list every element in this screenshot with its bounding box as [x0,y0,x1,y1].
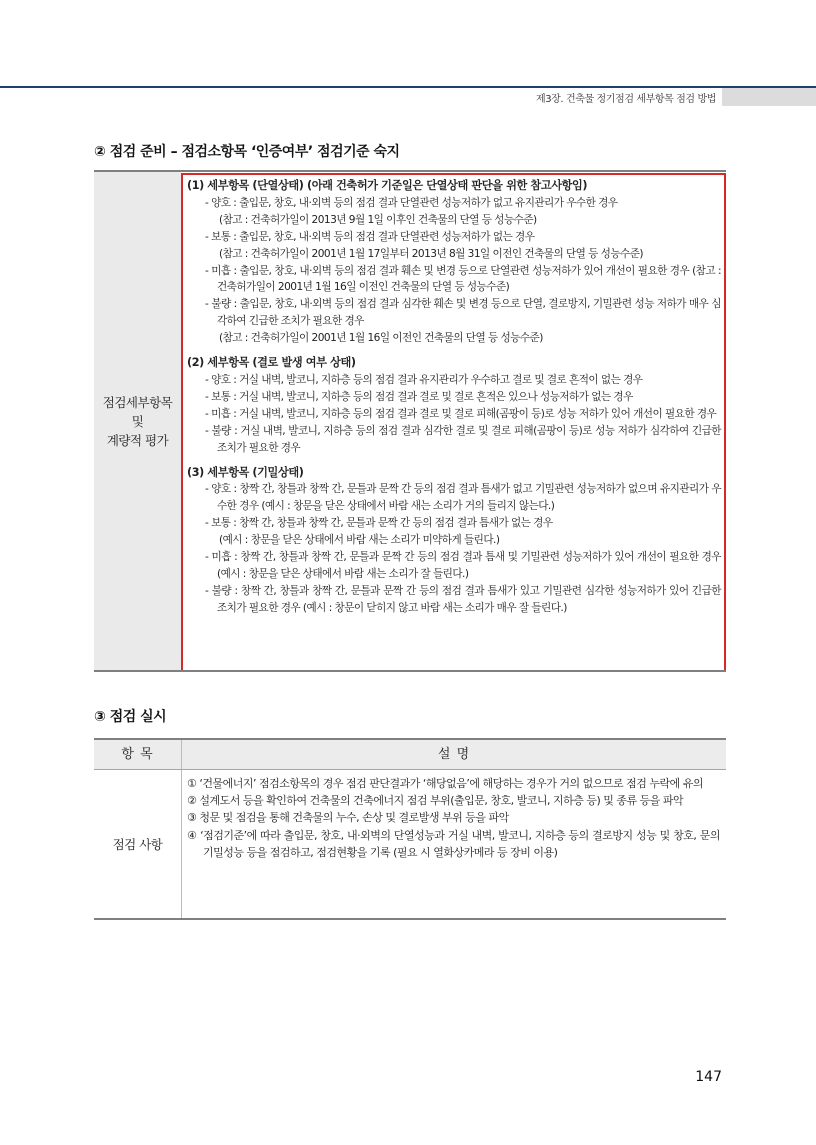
criteria-note: (참고 : 건축허가일이 2001년 1월 16일 이전인 건축물의 단열 등 성능수준) [219,332,543,345]
table1-top-rule [94,170,726,172]
criteria-note: (예시 : 창문을 닫은 상태에서 바람 새는 소리가 미약하게 들린다.) [219,534,500,547]
chapter-header: 제3장. 건축물 정기점검 세부항목 점검 방법 [535,94,716,105]
left-label-line: 및 [131,413,144,429]
criteria-item: - 양호 : 출입문, 창호, 내·외벽 등의 점검 결과 단열관련 성능저하가 없고 유지관리가 우수한 경우 [205,196,618,209]
criteria-group-heading: (3) 세부항목 (기밀상태) [187,465,304,479]
header-tab-bar [722,88,816,106]
criteria-item: - 불량 : 거실 내벽, 발코니, 지하층 등의 점검 결과 심각한 결로 및 결로 피해(곰팡이 등)로 성능 저하가 심각하여 긴급한 조치가 필요한 경우 [205,424,721,454]
criteria-group-heading: (2) 세부항목 (결로 발생 여부 상태) [187,356,356,370]
criteria-item: - 보통 : 창짝 간, 창틀과 창짝 간, 문틀과 문짝 간 등의 점검 결과 틈새가 없는 경우 [205,517,553,530]
page-number: 147 [695,1069,722,1085]
left-label-line: 계량적 평가 [106,432,169,448]
procedure-item: ① ‘건물에너지’ 점검소항목의 경우 점검 판단결과가 ‘해당없음’에 해당하는 경우가 거의 없으므로 점검 누락에 유의 [187,777,703,790]
section-title-preparation: ② 점검 준비 – 점검소항목 ‘인증여부’ 점검기준 숙지 [94,144,400,160]
table1-bottom-rule [94,670,726,672]
criteria-item: - 미흡 : 창짝 간, 창틀과 창짝 간, 문틀과 문짝 간 등의 점검 결과 틈새 및 기밀관련 성능저하가 있어 개선이 필요한 경우 (예시 : 창문을 닫은 상태에서 바람 새는 소리가 잘 들린다.) [205,551,721,580]
table1-left-label [94,172,181,670]
procedure-item: ④ ‘점검기준’에 따라 출입문, 창호, 내·외벽의 단열성능과 거실 내벽, 발코니, 지하층 등의 결로방지 성능 및 창호, 문의 기밀성능 등을 점검하고, 점검현황을 기록 (필요 시 열화상카메라 등 장비 이용) [187,828,720,859]
table2-header-row [94,740,726,769]
column-header-description: 설 명 [437,747,471,762]
criteria-item: - 미흡 : 출입문, 창호, 내·외벽 등의 점검 결과 훼손 및 변경 등으로 단열관련 성능저하가 있어 개선이 필요한 경우 (참고 : 건축허가일이 2001년 1월 16일 이전인 건축물의 단열 등 성능수준) [205,264,721,294]
left-label-line: 점검세부항목 [102,394,173,410]
criteria-item: - 보통 : 거실 내벽, 발코니, 지하층 등의 점검 결과 결로 및 결로 흔적은 있으나 성능저하가 없는 경우 [205,390,633,403]
header-rule [0,86,816,88]
column-header-item: 항 목 [121,747,154,762]
criteria-item: - 양호 : 창짝 간, 창틀과 창짝 간, 문틀과 문짝 간 등의 점검 결과 틈새가 없고 기밀관련 성능저하가 없으며 유지관리가 우수한 경우 (예시 : 창문을 닫은 상태에서 바람 새는 소리가 거의 들리지 않는다.) [205,483,721,513]
table2-header-rule [94,769,726,770]
section-title-execution: ③ 점검 실시 [94,709,167,725]
criteria-group-heading: (1) 세부항목 (단열상태) (아래 건축허가 기준일은 단열상태 판단을 위한 참고사항임) [187,179,588,192]
criteria-content [187,178,721,617]
criteria-item: - 불량 : 창짝 간, 창틀과 창짝 간, 문틀과 문짝 간 등의 점검 결과 틈새가 있고 기밀관련 심각한 성능저하가 있어 긴급한 조치가 필요한 경우 (예시 : 창문이 닫히지 않고 바람 새는 소리가 매우 잘 들린다.) [205,584,721,614]
criteria-item: - 미흡 : 거실 내벽, 발코니, 지하층 등의 점검 결과 결로 및 결로 피해(곰팡이 등)로 성능 저하가 있어 개선이 필요한 경우 [205,407,717,420]
table2-description [187,775,720,861]
table2-bottom-rule [94,918,726,920]
criteria-item: - 보통 : 출입문, 창호, 내·외벽 등의 점검 결과 단열관련 성능저하가 없는 경우 [205,230,535,243]
procedure-item: ③ 청문 및 점검을 통해 건축물의 누수, 손상 및 결로발생 부위 등을 파악 [187,811,509,825]
criteria-item: - 불량 : 출입문, 창호, 내·외벽 등의 점검 결과 심각한 훼손 및 변경 등으로 단열, 결로방지, 기밀관련 성능 저하가 매우 심각하여 긴급한 조치가 필요한 경우 [205,298,721,328]
criteria-note: (참고 : 건축허가일이 2001년 1월 17일부터 2013년 8월 31일 이전인 건축물의 단열 등 성능수준) [219,247,643,260]
criteria-item: - 양호 : 거실 내벽, 발코니, 지하층 등의 점검 결과 유지관리가 우수하고 결로 및 결로 흔적이 없는 경우 [205,373,643,386]
table2-row-label: 점검 사항 [112,837,163,852]
criteria-note: (참고 : 건축허가일이 2013년 9월 1일 이후인 건축물의 단열 등 성능수준) [219,213,537,226]
procedure-item: ② 설계도서 등을 확인하여 건축물의 건축에너지 점검 부위(출입문, 창호, 발코니, 지하층 등) 및 종류 등을 파악 [187,794,684,808]
column-divider [181,770,182,918]
